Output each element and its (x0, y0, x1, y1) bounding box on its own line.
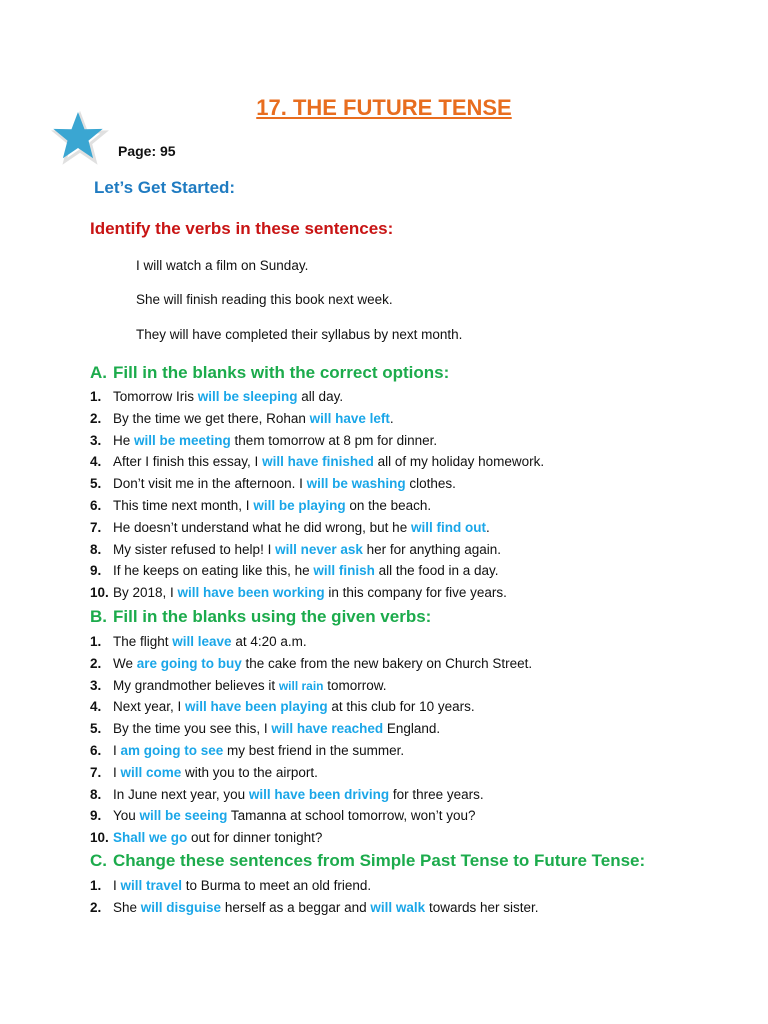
item-number: 7. (90, 764, 102, 780)
item-text: the cake from the new bakery on Church Street. (241, 655, 533, 671)
item-number: 7. (90, 519, 102, 535)
answer-text: will be meeting (134, 432, 231, 448)
answer-text: will have left (309, 410, 390, 426)
section-b-list (90, 631, 532, 849)
item-number: 5. (90, 721, 102, 737)
answer-text: will have been playing (185, 699, 328, 715)
list-item (90, 718, 532, 740)
list-item (90, 539, 544, 561)
item-text: The flight (113, 634, 173, 649)
item-number: 2. (90, 655, 102, 671)
answer-text: will never ask (275, 541, 363, 557)
item-text: my best friend in the summer. (223, 742, 405, 758)
item-text: I (113, 878, 121, 893)
item-number: 4. (90, 454, 102, 470)
list-item (90, 740, 532, 762)
list-item (90, 386, 544, 408)
item-text: tomorrow. (323, 677, 387, 693)
item-number: 2. (90, 899, 102, 915)
answer-text: am going to see (120, 742, 224, 758)
answer-text: will disguise (140, 899, 222, 915)
item-text: all of my holiday homework. (373, 454, 545, 470)
section-letter: C. (90, 851, 107, 870)
answer-text: will have finished (262, 454, 374, 470)
item-text: We (113, 655, 137, 671)
star-icon (40, 101, 116, 171)
item-text: . (389, 410, 394, 426)
item-text: for three years. (389, 786, 484, 802)
list-item (90, 560, 544, 582)
item-text: Tamanna at school tomorrow, won’t you? (227, 808, 476, 824)
list-item (90, 517, 544, 539)
item-number: 10. (90, 585, 109, 601)
item-number: 8. (90, 786, 102, 802)
item-text: After I finish this essay, I (113, 454, 263, 470)
item-number: 4. (90, 699, 102, 715)
item-text: If he keeps on eating like this, he (113, 563, 314, 579)
answer-text: will be sleeping (197, 389, 298, 404)
section-a-heading (90, 363, 449, 383)
answer-text: will walk (370, 899, 426, 915)
answer-text: will finish (313, 563, 375, 579)
item-number: 3. (90, 432, 102, 448)
item-text: all day. (297, 389, 344, 404)
item-text: towards her sister. (425, 899, 539, 915)
item-text: clothes. (405, 476, 456, 492)
answer-text: will have been working (177, 585, 325, 601)
answer-text: will rain (278, 678, 324, 693)
section-c-heading (90, 851, 645, 871)
item-text: He (113, 432, 135, 448)
identify-sentence: I will watch a film on Sunday. (136, 258, 309, 273)
answer-text: will be washing (306, 476, 406, 492)
item-number: 1. (90, 878, 102, 893)
item-text: By 2018, I (113, 585, 178, 601)
list-item (90, 495, 544, 517)
item-text: I (113, 742, 121, 758)
answer-text: will have reached (271, 721, 384, 737)
section-b-heading (90, 607, 431, 627)
item-text: on the beach. (345, 497, 432, 513)
section-a-list (90, 386, 544, 604)
item-text: them tomorrow at 8 pm for dinner. (230, 432, 438, 448)
item-text: out for dinner tonight? (187, 830, 323, 846)
list-item (90, 675, 532, 697)
item-text: By the time you see this, I (113, 721, 272, 737)
item-number: 1. (90, 634, 102, 649)
list-item (90, 827, 532, 849)
section-heading-text: Change these sentences from Simple Past Tense to Future Tense: (113, 851, 646, 870)
answer-text: will be seeing (139, 808, 228, 824)
list-item (90, 696, 532, 718)
item-text: She (113, 899, 141, 915)
answer-text: will travel (120, 878, 183, 893)
item-text: with you to the airport. (181, 764, 318, 780)
page-title: 17. THE FUTURE TENSE (256, 95, 512, 120)
item-text: In June next year, you (113, 786, 249, 802)
item-text: My grandmother believes it (113, 677, 279, 693)
item-text: . (485, 519, 490, 535)
list-item (90, 875, 539, 897)
item-number: 9. (90, 563, 102, 579)
item-text: herself as a beggar and (221, 899, 371, 915)
item-text: This time next month, I (113, 497, 254, 513)
identify-sentence: They will have completed their syllabus by next month. (136, 327, 463, 342)
section-letter: B. (90, 607, 107, 626)
item-number: 3. (90, 677, 102, 693)
item-text: By the time we get there, Rohan (113, 410, 310, 426)
list-item (90, 473, 544, 495)
answer-text: will be playing (253, 497, 346, 513)
list-item (90, 653, 532, 675)
item-number: 6. (90, 742, 102, 758)
item-text: her for anything again. (362, 541, 501, 557)
list-item (90, 784, 532, 806)
item-text: Tomorrow Iris (113, 389, 198, 404)
answer-text: Shall we go (113, 830, 188, 846)
list-item (90, 582, 544, 604)
list-item (90, 762, 532, 784)
answer-text: will find out (410, 519, 486, 535)
answer-text: will come (120, 764, 182, 780)
answer-text: will have been driving (248, 786, 390, 802)
item-text: He doesn’t understand what he did wrong, but he (113, 519, 411, 535)
item-text: in this company for five years. (324, 585, 507, 601)
identify-heading: Identify the verbs in these sentences: (90, 219, 394, 238)
page-number: Page: 95 (118, 143, 176, 159)
item-text: at 4:20 a.m. (231, 634, 307, 649)
item-text: Don’t visit me in the afternoon. I (113, 476, 307, 492)
list-item (90, 631, 532, 653)
item-number: 2. (90, 410, 102, 426)
item-text: at this club for 10 years. (327, 699, 475, 715)
item-text: You (113, 808, 140, 824)
identify-sentence: She will finish reading this book next week. (136, 292, 393, 307)
list-item (90, 451, 544, 473)
list-item (90, 897, 539, 919)
list-item (90, 805, 532, 827)
item-text: to Burma to meet an old friend. (182, 878, 372, 893)
item-number: 1. (90, 389, 102, 404)
section-c-list (90, 875, 539, 919)
item-text: My sister refused to help! I (113, 541, 276, 557)
item-text: Next year, I (113, 699, 186, 715)
lets-get-started-heading: Let’s Get Started: (94, 178, 236, 197)
item-text: England. (383, 721, 441, 737)
section-heading-text: Fill in the blanks using the given verbs: (113, 607, 432, 626)
item-number: 9. (90, 808, 102, 824)
answer-text: are going to buy (136, 655, 242, 671)
item-number: 5. (90, 476, 102, 492)
item-text: all the food in a day. (374, 563, 499, 579)
item-number: 8. (90, 541, 102, 557)
section-letter: A. (90, 363, 107, 382)
item-number: 6. (90, 497, 102, 513)
answer-text: will leave (172, 634, 232, 649)
list-item (90, 408, 544, 430)
section-heading-text: Fill in the blanks with the correct options: (113, 363, 450, 382)
item-number: 10. (90, 830, 109, 846)
list-item (90, 430, 544, 452)
item-text: I (113, 764, 121, 780)
